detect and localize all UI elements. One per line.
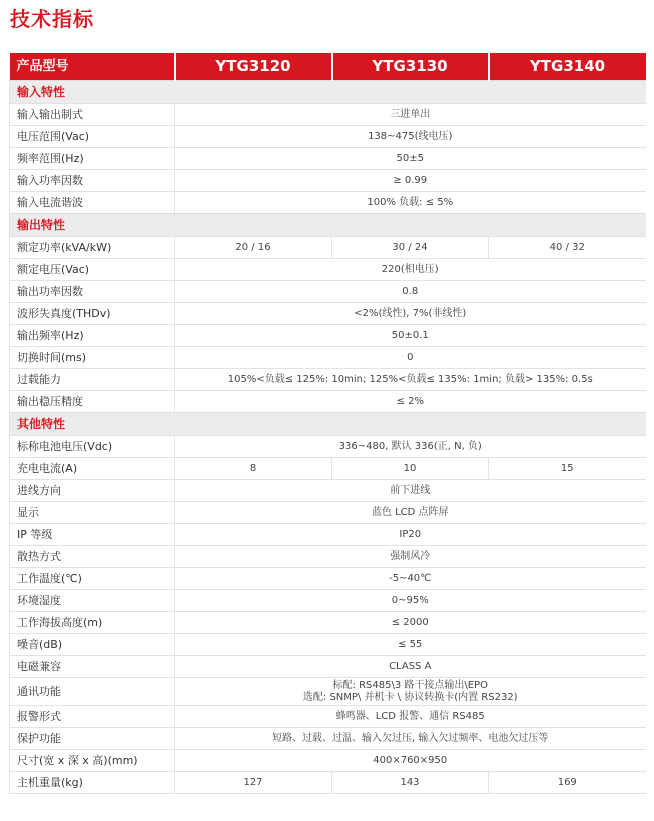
row-label: 频率范围(Hz): [10, 148, 175, 170]
row-value: ≤ 2%: [175, 391, 646, 413]
row-value: 强制风冷: [175, 546, 646, 568]
table-row: [10, 728, 646, 750]
row-value: 短路、过载、过温、输入欠过压, 输入欠过频率、电池欠过压等: [175, 728, 646, 750]
row-value: 前下进线: [175, 480, 646, 502]
table-row: [10, 369, 646, 391]
table-row: [10, 772, 646, 794]
row-value: 40 / 32: [489, 237, 646, 259]
row-label: IP 等级: [10, 524, 175, 546]
row-label: 输出频率(Hz): [10, 325, 175, 347]
row-label: 切换时间(ms): [10, 347, 175, 369]
row-value: 105%<负载≤ 125%: 10min; 125%<负载≤ 135%: 1min; 负载> 135%: 0.5s: [175, 369, 646, 391]
table-row: [10, 480, 646, 502]
row-label: 电压范围(Vac): [10, 126, 175, 148]
row-value: CLASS A: [175, 656, 646, 678]
row-label: 工作海拔高度(m): [10, 612, 175, 634]
table-row: [10, 568, 646, 590]
row-label: 标称电池电压(Vdc): [10, 436, 175, 458]
row-value: ≤ 55: [175, 634, 646, 656]
table-row: [10, 281, 646, 303]
row-label: 输出功率因数: [10, 281, 175, 303]
row-value: 15: [489, 458, 646, 480]
table-row: [10, 237, 646, 259]
row-value: 20 / 16: [175, 237, 332, 259]
row-label: 主机重量(kg): [10, 772, 175, 794]
row-value: 169: [489, 772, 646, 794]
row-label: 通讯功能: [10, 678, 175, 706]
row-value: 220(相电压): [175, 259, 646, 281]
table-row: [10, 391, 646, 413]
table-row: [10, 524, 646, 546]
row-value: 336~480, 默认 336(正, N, 负): [175, 436, 646, 458]
row-value: 0.8: [175, 281, 646, 303]
row-label: 输入功率因数: [10, 170, 175, 192]
table-row: [10, 104, 646, 126]
row-value: ≥ 0.99: [175, 170, 646, 192]
row-value: 三进单出: [175, 104, 646, 126]
row-label: 输入输出制式: [10, 104, 175, 126]
row-label: 噪音(dB): [10, 634, 175, 656]
row-value: 50±0.1: [175, 325, 646, 347]
row-value: [175, 678, 646, 706]
table-row: [10, 678, 646, 706]
row-label: 工作温度(℃): [10, 568, 175, 590]
table-row: [10, 612, 646, 634]
section-title-other: 其他特性: [10, 413, 646, 436]
model-ytg3120: YTG3120: [175, 53, 332, 81]
row-label: 报警形式: [10, 706, 175, 728]
table-row: [10, 436, 646, 458]
row-label: 电磁兼容: [10, 656, 175, 678]
row-value: <2%(线性), 7%(非线性): [175, 303, 646, 325]
row-value: 10: [332, 458, 489, 480]
table-row: [10, 126, 646, 148]
model-ytg3130: YTG3130: [332, 53, 489, 81]
row-value: 127: [175, 772, 332, 794]
header-label: 产品型号: [10, 53, 175, 81]
table-row: [10, 325, 646, 347]
section-title-output: 输出特性: [10, 214, 646, 237]
table-row: [10, 303, 646, 325]
table-row: [10, 750, 646, 772]
section-header: [10, 81, 646, 104]
table-row: [10, 192, 646, 214]
row-label: 额定功率(kVA/kW): [10, 237, 175, 259]
row-label: 进线方向: [10, 480, 175, 502]
row-value: 0~95%: [175, 590, 646, 612]
row-value: 50±5: [175, 148, 646, 170]
table-row: [10, 546, 646, 568]
row-label: 尺寸(宽 x 深 x 高)(mm): [10, 750, 175, 772]
comm-standard: 标配: RS485\3 路干接点输出\EPO: [332, 679, 488, 691]
page-title: 技术指标: [10, 7, 94, 31]
row-value: 0: [175, 347, 646, 369]
table-row: [10, 656, 646, 678]
row-value: 蜂鸣器、LCD 报警、通信 RS485: [175, 706, 646, 728]
table-row: [10, 148, 646, 170]
row-label: 过载能力: [10, 369, 175, 391]
row-label: 输出稳压精度: [10, 391, 175, 413]
table-row: [10, 502, 646, 524]
table-row: [10, 634, 646, 656]
table-row: [10, 259, 646, 281]
spec-table: [9, 53, 646, 794]
table-row: [10, 590, 646, 612]
row-label: 输入电流谐波: [10, 192, 175, 214]
model-ytg3140: YTG3140: [489, 53, 646, 81]
row-value: 143: [332, 772, 489, 794]
row-value: 400×760×950: [175, 750, 646, 772]
row-label: 环境湿度: [10, 590, 175, 612]
row-value: 8: [175, 458, 332, 480]
row-label: 显示: [10, 502, 175, 524]
section-header: [10, 214, 646, 237]
table-header-row: [10, 53, 646, 81]
table-row: [10, 458, 646, 480]
row-value: -5~40℃: [175, 568, 646, 590]
section-title-input: 输入特性: [10, 81, 646, 104]
row-label: 额定电压(Vac): [10, 259, 175, 281]
row-label: 充电电流(A): [10, 458, 175, 480]
table-row: [10, 706, 646, 728]
section-header: [10, 413, 646, 436]
row-value: 30 / 24: [332, 237, 489, 259]
row-value: 蓝色 LCD 点阵屏: [175, 502, 646, 524]
comm-optional: 选配: SNMP\ 并机卡 \ 协议转换卡(内置 RS232): [302, 691, 518, 703]
row-label: 波形失真度(THDv): [10, 303, 175, 325]
row-value: IP20: [175, 524, 646, 546]
row-value: 138~475(线电压): [175, 126, 646, 148]
row-label: 散热方式: [10, 546, 175, 568]
row-value: ≤ 2000: [175, 612, 646, 634]
table-row: [10, 170, 646, 192]
row-value: 100% 负载: ≤ 5%: [175, 192, 646, 214]
row-label: 保护功能: [10, 728, 175, 750]
table-row: [10, 347, 646, 369]
